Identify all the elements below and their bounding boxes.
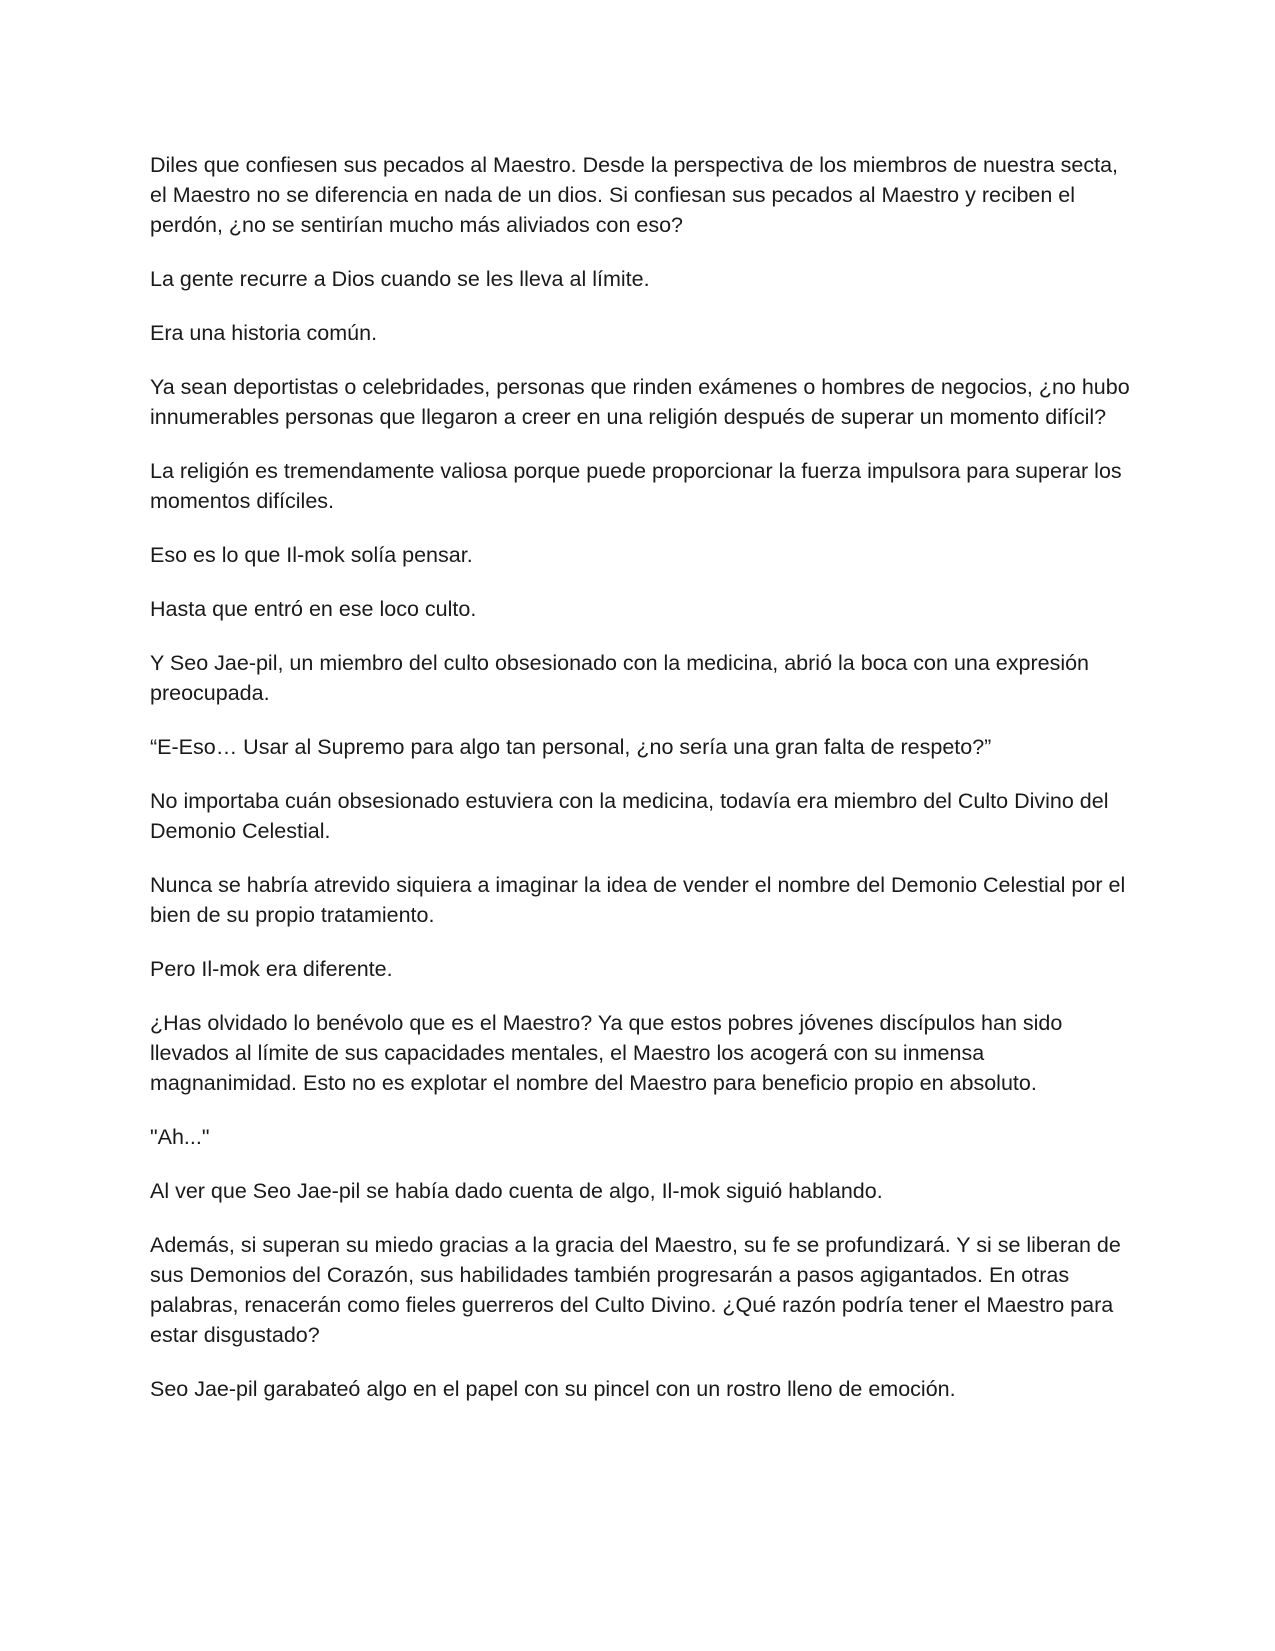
paragraph-7: Hasta que entró en ese loco culto. <box>150 597 477 621</box>
document-page <box>150 150 1135 1428</box>
paragraph-6: Eso es lo que Il-mok solía pensar. <box>150 543 473 567</box>
paragraph-17: Seo Jae-pil garabateó algo en el papel con su pincel con un rostro lleno de emoción. <box>150 1377 956 1401</box>
paragraph-15: Al ver que Seo Jae-pil se había dado cuenta de algo, Il-mok siguió hablando. <box>150 1179 883 1203</box>
paragraph-13: ¿Has olvidado lo benévolo que es el Maestro? Ya que estos pobres jóvenes discípulos han sido llevados al límite de sus capacidades mentales, el Maestro los acogerá con su inmensa magnanimidad. Esto no es explotar el nombre del Maestro para beneficio propio en absoluto. <box>150 1011 1063 1095</box>
paragraph-14: "Ah..." <box>150 1125 210 1149</box>
paragraph-8: Y Seo Jae-pil, un miembro del culto obsesionado con la medicina, abrió la boca con una expresión preocupada. <box>150 651 1090 705</box>
paragraph-3: Era una historia común. <box>150 321 378 345</box>
paragraph-4: Ya sean deportistas o celebridades, personas que rinden exámenes o hombres de negocios, ¿no hubo innumerables personas que llegaron a creer en una religión después de superar un momento difícil? <box>150 375 1130 429</box>
paragraph-2: La gente recurre a Dios cuando se les lleva al límite. <box>150 267 650 291</box>
paragraph-1: Diles que confiesen sus pecados al Maestro. Desde la perspectiva de los miembros de nuestra secta, el Maestro no se diferencia en nada de un dios. Si confiesan sus pecados al Maestro y reciben el perdón, ¿no se sentirían mucho más aliviados con eso? <box>150 153 1119 237</box>
paragraph-10: No importaba cuán obsesionado estuviera con la medicina, todavía era miembro del Culto Divino del Demonio Celestial. <box>150 789 1109 843</box>
paragraph-11: Nunca se habría atrevido siquiera a imaginar la idea de vender el nombre del Demonio Celestial por el bien de su propio tratamiento. <box>150 873 1126 927</box>
paragraph-12: Pero Il-mok era diferente. <box>150 957 393 981</box>
paragraph-9: “E-Eso… Usar al Supremo para algo tan personal, ¿no sería una gran falta de respeto?” <box>150 735 992 759</box>
paragraph-5: La religión es tremendamente valiosa porque puede proporcionar la fuerza impulsora para superar los momentos difíciles. <box>150 459 1122 513</box>
paragraph-16: Además, si superan su miedo gracias a la gracia del Maestro, su fe se profundizará. Y si se liberan de sus Demonios del Corazón, sus habilidades también progresarán a pasos agigantados. En otras palabras, renacerán como fieles guerreros del Culto Divino. ¿Qué razón podría tener el Maestro para estar disgustado? <box>150 1233 1121 1347</box>
